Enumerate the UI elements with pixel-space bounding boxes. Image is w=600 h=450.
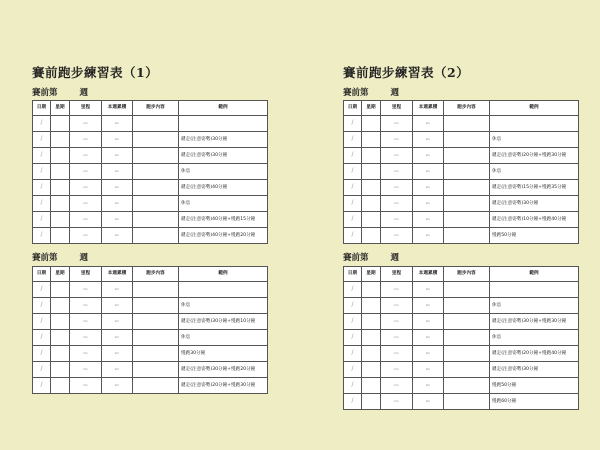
run-content-cell — [444, 148, 490, 164]
distance-cell: km — [70, 228, 102, 244]
example-cell: 休息 — [490, 330, 579, 346]
example-cell — [490, 282, 579, 298]
weekly-total-cell: km — [102, 282, 133, 298]
run-content-cell — [133, 346, 179, 362]
week-label-prefix: 賽前第 — [343, 253, 369, 263]
run-content-cell — [444, 282, 490, 298]
header-distance: 里程 — [70, 101, 102, 116]
table-row — [344, 298, 579, 314]
example-cell: 鍵走(注意姿勢)30分鐘 — [490, 362, 579, 378]
example-cell: 鍵走(注意姿勢)30分鐘 — [179, 148, 268, 164]
run-content-cell — [133, 330, 179, 346]
distance-cell: km — [381, 228, 413, 244]
example-cell: 休息 — [490, 298, 579, 314]
distance-cell: km — [70, 196, 102, 212]
header-date: 日期 — [344, 267, 362, 282]
week-label-suffix: 週 — [79, 253, 89, 263]
date-cell: / — [33, 148, 51, 164]
header-weekly-total: 本週累積 — [413, 101, 444, 116]
table-row — [33, 212, 268, 228]
weekday-cell — [51, 298, 70, 314]
weekly-total-cell: km — [102, 148, 133, 164]
table-row — [344, 148, 579, 164]
distance-cell: km — [381, 298, 413, 314]
weekly-total-cell: km — [413, 212, 444, 228]
date-cell: / — [344, 228, 362, 244]
table-row — [344, 212, 579, 228]
distance-cell: km — [381, 314, 413, 330]
header-date: 日期 — [33, 101, 51, 116]
table-row — [33, 116, 268, 132]
table-row — [33, 164, 268, 180]
header-weekly-total: 本週累積 — [102, 101, 133, 116]
weekly-total-cell: km — [413, 132, 444, 148]
weekday-cell — [51, 378, 70, 394]
date-cell: / — [33, 282, 51, 298]
distance-cell: km — [70, 282, 102, 298]
date-cell: / — [344, 314, 362, 330]
example-cell: 鍵走(注意姿勢)20分鐘+慢跑30分鐘 — [490, 148, 579, 164]
date-cell: / — [344, 362, 362, 378]
distance-cell: km — [70, 164, 102, 180]
run-content-cell — [133, 180, 179, 196]
weekly-total-cell: km — [413, 148, 444, 164]
weekly-total-cell: km — [413, 378, 444, 394]
date-cell: / — [344, 132, 362, 148]
example-cell: 休息 — [179, 298, 268, 314]
weekly-total-cell: km — [102, 116, 133, 132]
weekly-total-cell: km — [102, 164, 133, 180]
weekday-cell — [362, 116, 381, 132]
weekly-total-cell: km — [102, 132, 133, 148]
example-cell: 鍵走(注意姿勢)20分鐘+慢跑30分鐘 — [179, 378, 268, 394]
header-day: 星期 — [51, 267, 70, 282]
example-cell: 休息 — [179, 164, 268, 180]
run-content-cell — [133, 132, 179, 148]
distance-cell: km — [381, 164, 413, 180]
table-row — [33, 314, 268, 330]
table-row — [344, 330, 579, 346]
run-content-cell — [133, 196, 179, 212]
weekly-total-cell: km — [413, 330, 444, 346]
week-label — [343, 251, 399, 263]
weekday-cell — [51, 180, 70, 196]
distance-cell: km — [381, 132, 413, 148]
weekday-cell — [51, 116, 70, 132]
weekday-cell — [362, 148, 381, 164]
header-date: 日期 — [33, 267, 51, 282]
date-cell: / — [33, 132, 51, 148]
example-cell — [179, 116, 268, 132]
week-label-prefix: 賽前第 — [32, 88, 58, 98]
date-cell: / — [33, 330, 51, 346]
right-page — [300, 0, 600, 450]
table-row — [344, 228, 579, 244]
weekday-cell — [362, 212, 381, 228]
header-run-content: 跑步內容 — [444, 267, 490, 282]
date-cell: / — [344, 148, 362, 164]
date-cell: / — [33, 164, 51, 180]
example-cell: 慢跑60分鐘 — [490, 394, 579, 410]
table-row — [33, 362, 268, 378]
run-content-cell — [133, 212, 179, 228]
header-example: 範例 — [490, 101, 579, 116]
example-cell: 鍵走(注意姿勢)40分鐘 — [179, 180, 268, 196]
week-label-suffix: 週 — [390, 253, 400, 263]
training-table — [343, 266, 579, 410]
weekly-total-cell: km — [413, 180, 444, 196]
distance-cell: km — [381, 212, 413, 228]
distance-cell: km — [381, 148, 413, 164]
week-label-prefix: 賽前第 — [343, 88, 369, 98]
table-row — [33, 346, 268, 362]
table-header-row — [344, 267, 579, 282]
weekly-total-cell: km — [413, 196, 444, 212]
weekday-cell — [362, 394, 381, 410]
date-cell: / — [344, 330, 362, 346]
date-cell: / — [33, 116, 51, 132]
date-cell: / — [33, 378, 51, 394]
example-cell: 鍵走(注意姿勢)40分鐘+慢跑20分鐘 — [179, 228, 268, 244]
distance-cell: km — [381, 282, 413, 298]
run-content-cell — [444, 330, 490, 346]
run-content-cell — [133, 148, 179, 164]
table-row — [344, 132, 579, 148]
date-cell: / — [33, 314, 51, 330]
example-cell: 鍵走(注意姿勢)40分鐘+慢跑15分鐘 — [179, 212, 268, 228]
weekday-cell — [51, 228, 70, 244]
distance-cell: km — [381, 394, 413, 410]
date-cell: / — [344, 116, 362, 132]
header-day: 星期 — [51, 101, 70, 116]
run-content-cell — [133, 298, 179, 314]
weekday-cell — [51, 362, 70, 378]
weekday-cell — [51, 212, 70, 228]
example-cell: 慢跑50分鐘 — [490, 378, 579, 394]
distance-cell: km — [70, 298, 102, 314]
distance-cell: km — [381, 180, 413, 196]
example-cell: 鍵走(注意姿勢)30分鐘 — [490, 196, 579, 212]
weekly-total-cell: km — [102, 228, 133, 244]
distance-cell: km — [381, 116, 413, 132]
weekly-total-cell: km — [413, 116, 444, 132]
weekly-total-cell: km — [413, 164, 444, 180]
example-cell: 慢跑50分鐘 — [490, 228, 579, 244]
distance-cell: km — [70, 330, 102, 346]
weekly-total-cell: km — [102, 314, 133, 330]
weekday-cell — [51, 314, 70, 330]
header-day: 星期 — [362, 267, 381, 282]
table-row — [344, 196, 579, 212]
weekly-total-cell: km — [102, 378, 133, 394]
run-content-cell — [444, 212, 490, 228]
example-cell: 休息 — [179, 196, 268, 212]
weekly-total-cell: km — [413, 362, 444, 378]
table-row — [344, 378, 579, 394]
date-cell: / — [33, 298, 51, 314]
header-run-content: 跑步內容 — [133, 101, 179, 116]
header-example: 範例 — [179, 267, 268, 282]
week-label-suffix: 週 — [79, 88, 89, 98]
header-run-content: 跑步內容 — [444, 101, 490, 116]
example-cell: 鍵走(注意姿勢)30分鐘+慢跑10分鐘 — [179, 314, 268, 330]
header-day: 星期 — [362, 101, 381, 116]
run-content-cell — [133, 116, 179, 132]
date-cell: / — [344, 164, 362, 180]
run-content-cell — [133, 362, 179, 378]
run-content-cell — [444, 362, 490, 378]
run-content-cell — [444, 298, 490, 314]
date-cell: / — [344, 180, 362, 196]
weekly-total-cell: km — [102, 298, 133, 314]
weekday-cell — [362, 298, 381, 314]
weekday-cell — [51, 282, 70, 298]
weekly-total-cell: km — [102, 180, 133, 196]
table-row — [33, 180, 268, 196]
weekly-total-cell: km — [413, 394, 444, 410]
date-cell: / — [344, 196, 362, 212]
distance-cell: km — [70, 378, 102, 394]
distance-cell: km — [70, 362, 102, 378]
distance-cell: km — [70, 148, 102, 164]
run-content-cell — [444, 164, 490, 180]
distance-cell: km — [381, 362, 413, 378]
header-distance: 里程 — [381, 267, 413, 282]
run-content-cell — [444, 394, 490, 410]
distance-cell: km — [70, 314, 102, 330]
table-row — [344, 164, 579, 180]
weekday-cell — [362, 196, 381, 212]
table-row — [344, 346, 579, 362]
date-cell: / — [344, 212, 362, 228]
table-row — [344, 116, 579, 132]
header-distance: 里程 — [70, 267, 102, 282]
table-row — [33, 298, 268, 314]
weekday-cell — [362, 164, 381, 180]
table-row — [33, 330, 268, 346]
distance-cell: km — [70, 346, 102, 362]
distance-cell: km — [381, 196, 413, 212]
page-title: 賽前跑步練習表（2） — [343, 65, 470, 80]
run-content-cell — [133, 314, 179, 330]
week-label — [32, 251, 88, 263]
date-cell: / — [33, 346, 51, 362]
header-weekly-total: 本週累積 — [102, 267, 133, 282]
weekday-cell — [362, 132, 381, 148]
date-cell: / — [33, 180, 51, 196]
example-cell: 鍵走(注意姿勢)30分鐘+慢跑30分鐘 — [490, 314, 579, 330]
run-content-cell — [444, 346, 490, 362]
example-cell: 慢跑30分鐘 — [179, 346, 268, 362]
weekly-total-cell: km — [413, 314, 444, 330]
run-content-cell — [444, 132, 490, 148]
weekday-cell — [51, 196, 70, 212]
distance-cell: km — [381, 330, 413, 346]
weekly-total-cell: km — [413, 346, 444, 362]
table-row — [33, 228, 268, 244]
week-label-prefix: 賽前第 — [32, 253, 58, 263]
table-row — [344, 394, 579, 410]
table-row — [344, 180, 579, 196]
example-cell: 休息 — [490, 132, 579, 148]
header-run-content: 跑步內容 — [133, 267, 179, 282]
date-cell: / — [344, 378, 362, 394]
weekday-cell — [362, 378, 381, 394]
header-date: 日期 — [344, 101, 362, 116]
header-distance: 里程 — [381, 101, 413, 116]
weekday-cell — [362, 314, 381, 330]
date-cell: / — [33, 362, 51, 378]
weekday-cell — [362, 282, 381, 298]
weekday-cell — [362, 180, 381, 196]
date-cell: / — [344, 394, 362, 410]
date-cell: / — [344, 298, 362, 314]
weekday-cell — [362, 346, 381, 362]
example-cell: 鍵走(注意姿勢)15分鐘+慢跑35分鐘 — [490, 180, 579, 196]
weekly-total-cell: km — [102, 212, 133, 228]
weekly-total-cell: km — [102, 346, 133, 362]
weekday-cell — [51, 132, 70, 148]
weekly-total-cell: km — [102, 196, 133, 212]
date-cell: / — [33, 196, 51, 212]
weekday-cell — [51, 148, 70, 164]
date-cell: / — [33, 228, 51, 244]
table-row — [344, 362, 579, 378]
page-title: 賽前跑步練習表（1） — [32, 65, 159, 80]
example-cell — [179, 282, 268, 298]
run-content-cell — [444, 116, 490, 132]
training-table — [32, 266, 268, 394]
example-cell: 休息 — [179, 330, 268, 346]
distance-cell: km — [381, 378, 413, 394]
table-row — [33, 196, 268, 212]
run-content-cell — [444, 378, 490, 394]
example-cell: 鍵走(注意姿勢)20分鐘+慢跑40分鐘 — [490, 346, 579, 362]
table-header-row — [344, 101, 579, 116]
table-row — [344, 314, 579, 330]
training-table — [343, 100, 579, 244]
example-cell: 鍵走(注意姿勢)10分鐘+慢跑40分鐘 — [490, 212, 579, 228]
weekly-total-cell: km — [413, 228, 444, 244]
example-cell: 鍵走(注意姿勢)30分鐘 — [179, 132, 268, 148]
date-cell: / — [344, 282, 362, 298]
run-content-cell — [133, 282, 179, 298]
weekly-total-cell: km — [413, 282, 444, 298]
date-cell: / — [344, 346, 362, 362]
weekday-cell — [362, 330, 381, 346]
run-content-cell — [133, 228, 179, 244]
weekly-total-cell: km — [102, 330, 133, 346]
table-header-row — [33, 101, 268, 116]
weekday-cell — [51, 346, 70, 362]
example-cell: 鍵走(注意姿勢)30分鐘+慢跑20分鐘 — [179, 362, 268, 378]
run-content-cell — [444, 314, 490, 330]
weekly-total-cell: km — [413, 298, 444, 314]
table-row — [33, 132, 268, 148]
run-content-cell — [133, 378, 179, 394]
weekday-cell — [362, 228, 381, 244]
table-row — [33, 378, 268, 394]
table-header-row — [33, 267, 268, 282]
week-label — [32, 86, 88, 98]
header-example: 範例 — [490, 267, 579, 282]
example-cell: 休息 — [490, 164, 579, 180]
training-table — [32, 100, 268, 244]
example-cell — [490, 116, 579, 132]
week-label — [343, 86, 399, 98]
distance-cell: km — [70, 212, 102, 228]
weekday-cell — [51, 164, 70, 180]
header-weekly-total: 本週累積 — [413, 267, 444, 282]
header-example: 範例 — [179, 101, 268, 116]
distance-cell: km — [381, 346, 413, 362]
distance-cell: km — [70, 180, 102, 196]
run-content-cell — [133, 164, 179, 180]
table-row — [344, 282, 579, 298]
run-content-cell — [444, 196, 490, 212]
weekday-cell — [362, 362, 381, 378]
distance-cell: km — [70, 116, 102, 132]
date-cell: / — [33, 212, 51, 228]
table-row — [33, 148, 268, 164]
table-row — [33, 282, 268, 298]
run-content-cell — [444, 180, 490, 196]
week-label-suffix: 週 — [390, 88, 400, 98]
weekly-total-cell: km — [102, 362, 133, 378]
distance-cell: km — [70, 132, 102, 148]
run-content-cell — [444, 228, 490, 244]
weekday-cell — [51, 330, 70, 346]
